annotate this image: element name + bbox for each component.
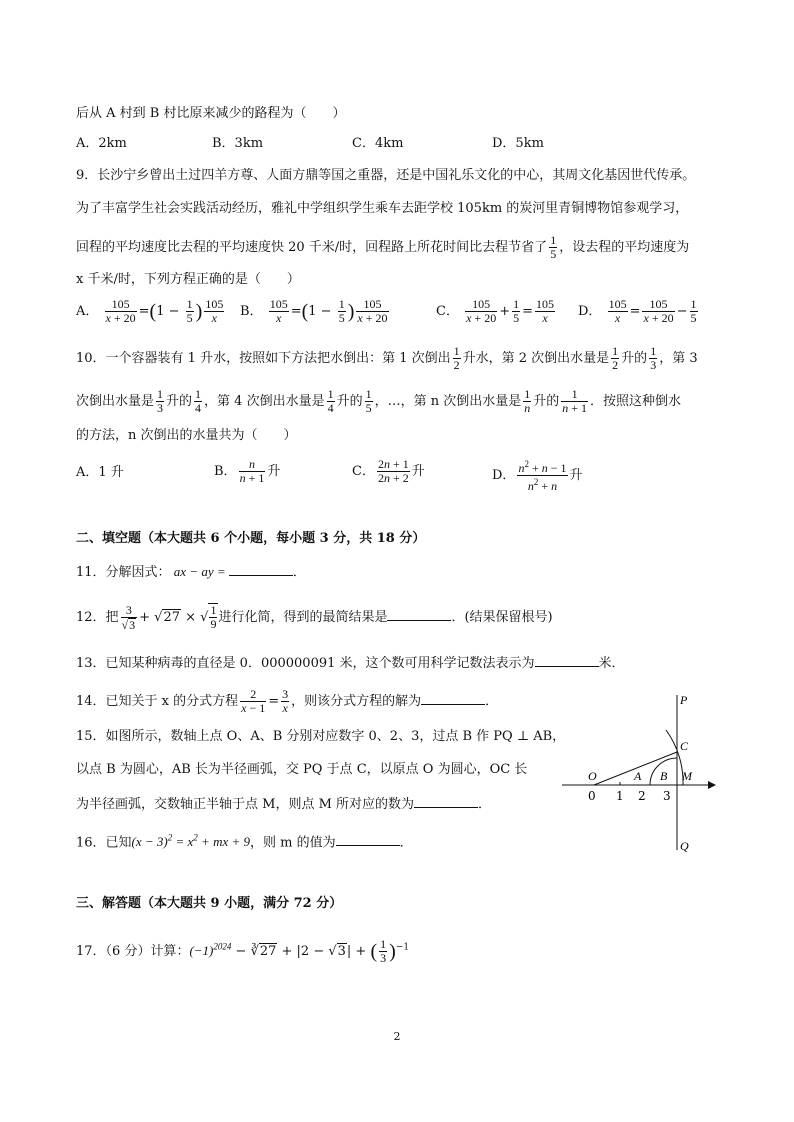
label-b: B (660, 769, 668, 783)
q8-option-a: A．2km (76, 136, 127, 151)
q10-option-d: D． $\frac{n^2 + n - 1}{n^2 + n}$ 升 (492, 459, 583, 493)
q8-option-c: C．4km (352, 136, 404, 151)
q9-option-c: C． $\frac{105}{x + 20}$ + $\frac{1}{5}$ = $\frac{105}{x}$ (436, 297, 555, 325)
label-p: P (680, 693, 688, 707)
q15-line2: 以点 B 为圆心，AB 长为半径画弧，交 PQ 于点 C，以原点 O 为圆心，OC 长 (76, 762, 528, 777)
tick-label-2: 2 (638, 789, 646, 803)
q10-option-b: B． $\frac{n}{n + 1}$ 升 (214, 457, 281, 485)
section2-title: 二、填空题（本大题共 6 个小题，每小题 3 分，共 18 分） (76, 531, 426, 546)
q10-option-a: A．1 升 (76, 465, 124, 480)
q12: 12．把 $\frac{3}{√3}$ + √27 × √ $\frac{1}{9}$ 进行化简，得到的最简结果是 ．(结果保留根号) (76, 602, 553, 632)
q15-line3: 为半径画弧，交数轴正半轴于点 M，则点 M 所对应的数为 ． (76, 797, 492, 812)
q9-line3: 回程的平均速度比去程的平均速度快 20 千米/时，回程路上所花时间比去程节省了 $\frac{1}{5}$ ，设去程的平均速度为 (76, 233, 690, 261)
tick-label-3: 3 (663, 789, 671, 803)
tick-label-0: 0 (588, 789, 596, 803)
page-number: 2 (393, 1030, 401, 1043)
q8-tail: 后从 A 村到 B 村比原来减少的路程为（ ） (76, 106, 346, 121)
number-line-figure (560, 690, 720, 860)
q17: 17．（6 分）计算：$(-1)^{2024}$ − ∛27 + |2 − √3| + ( $\frac{1}{3}$ )$^{-1}$ (76, 937, 410, 965)
q10-line1: 10．一个容器装有 1 升水，按照如下方法把水倒出：第 1 次倒出 $\frac{1}{2}$ 升水，第 2 次倒出水量是 $\frac{1}{2}$ 升的 $\frac{1}{3}$ ，第 3 (76, 344, 698, 372)
q8-option-b: B．3km (212, 136, 264, 151)
label-q: Q (680, 839, 689, 853)
tick-label-1: 1 (616, 789, 624, 803)
q16: 16．已知$(x - 3)^2 = x^2$ + mx + 9，则 m 的值为 ． (76, 833, 413, 851)
q9-line4: x 千米/时，下列方程正确的是（ ） (76, 272, 300, 287)
q9-option-b: B． $\frac{105}{x}$ =(1 − $\frac{1}{5}$ ) $\frac{105}{x + 20}$ (240, 297, 388, 325)
q8-option-d: D．5km (492, 136, 544, 151)
q10-line2: 次倒出水量是 $\frac{1}{3}$ 升的 $\frac{1}{4}$ ，第 4 次倒出水量是 $\frac{1}{4}$ 升的 $\frac{1}{5}$ ，…，第 n 次倒出水量是 $\frac{1}{n}$ 升的 $\frac{1}{n + 1}$ ．按照这种倒水 (76, 387, 682, 415)
axis-arrow-icon (708, 781, 716, 789)
q11: 11．分解因式： ax − ay = ． (76, 564, 306, 580)
q10-line3: 的方法，n 次倒出的水量共为（ ） (76, 428, 297, 443)
q13: 13．已知某种病毒的直径是 0．000000091 米，这个数可用科学记数法表示为 米． (76, 656, 625, 671)
q10-option-c: C． $\frac{2n + 1}{2n + 2}$ 升 (352, 457, 425, 485)
q15-line1: 15．如图所示，数轴上点 O、A、B 分别对应数字 0、2、3，过点 B 作 PQ ⊥ AB， (76, 729, 566, 744)
label-c: C (680, 739, 689, 753)
label-o: O (588, 769, 597, 783)
label-m: M (682, 769, 692, 783)
q9-option-d: D． $\frac{105}{x}$ = $\frac{105}{x + 20}$ − $\frac{1}{5}$ (578, 297, 697, 325)
q9-option-a: A． $\frac{105}{x + 20}$ =(1 − $\frac{1}{5}$ ) $\frac{105}{x}$ (76, 297, 224, 325)
q9-line1: 9．长沙宁乡曾出土过四羊方尊、人面方鼎等国之重器，还是中国礼乐文化的中心，其周文化基因世代传承。 (76, 168, 696, 183)
q9-line2: 为了丰富学生社会实践活动经历，雅礼中学组织学生乘车去距学校 105km 的炭河里青铜博物馆参观学习， (76, 201, 689, 216)
label-a: A (634, 769, 642, 783)
section3-title: 三、解答题（本大题共 9 小题，满分 72 分） (76, 896, 343, 911)
q14: 14．已知关于 x 的分式方程 $\frac{2}{x - 1}$ = $\frac{3}{x}$ ，则该分式方程的解为 ． (76, 687, 499, 715)
